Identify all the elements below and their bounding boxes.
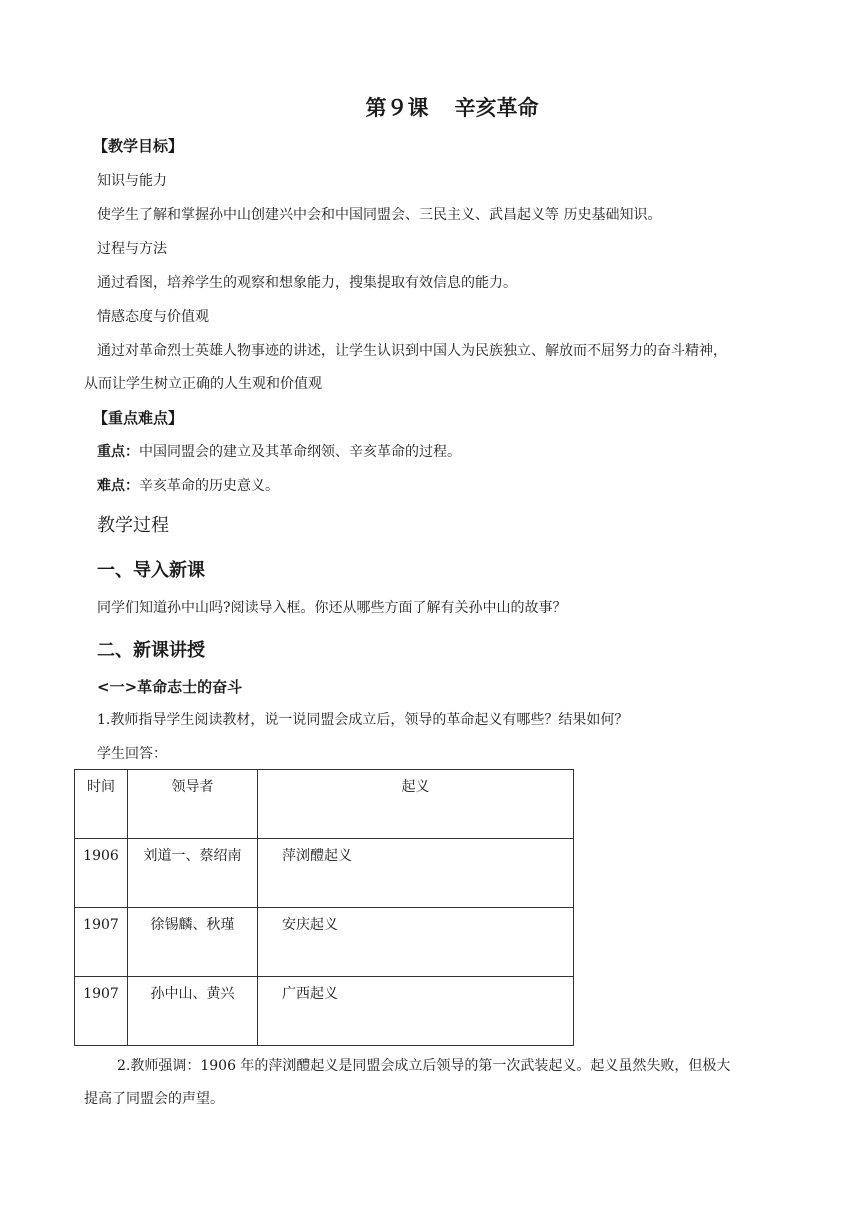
subsection-heading: <一>革命志士的奋斗 [97, 678, 243, 696]
cell-leaders: 刘道一、蔡绍南 [128, 839, 258, 908]
table-row [75, 977, 574, 1046]
section2-heading: 二、新课讲授 [97, 640, 205, 661]
knowledge-label: 知识与能力 [97, 173, 167, 189]
cell-leaders: 徐锡麟、秋瑾 [128, 908, 258, 977]
uprisings-table [74, 769, 574, 1046]
objectives-heading: 【教学目标】 [93, 137, 184, 155]
cell-time: 1907 [75, 908, 128, 977]
cell-uprising: 安庆起义 [258, 908, 574, 977]
key-point [97, 441, 461, 461]
key-text: 中国同盟会的建立及其革命纲领、辛亥革命的过程。 [139, 444, 461, 460]
key-label: 重点： [97, 444, 139, 460]
emotion-text-line2: 从而让学生树立正确的人生观和价值观 [84, 376, 322, 392]
cell-uprising: 萍浏醴起义 [258, 839, 574, 908]
lesson-name: 辛亥革命 [454, 96, 539, 120]
section1-heading: 一、导入新课 [97, 560, 205, 581]
emotion-text-line1: 通过对革命烈士英雄人物事迹的讲述，让学生认识到中国人为民族独立、解放而不屈努力的奋斗精神， [97, 343, 727, 359]
header-uprising: 起义 [258, 770, 574, 839]
table-row [75, 908, 574, 977]
header-leaders: 领导者 [128, 770, 258, 839]
cell-leaders: 孙中山、黄兴 [128, 977, 258, 1046]
emotion-label: 情感态度与价值观 [97, 309, 209, 325]
section1-text: 同学们知道孙中山吗?阅读导入框。你还从哪些方面了解有关孙中山的故事？ [97, 600, 567, 616]
lesson-number: 第９课 [365, 96, 429, 120]
cell-time: 1907 [75, 977, 128, 1046]
difficult-label: 难点： [97, 478, 139, 494]
cell-time: 1906 [75, 839, 128, 908]
question-1: 1.教师指导学生阅读教材，说一说同盟会成立后，领导的革命起义有哪些？结果如何？ [97, 712, 629, 728]
knowledge-text: 使学生了解和掌握孙中山创建兴中会和中国同盟会、三民主义、武昌起义等 历史基础知识。 [97, 207, 662, 223]
header-time: 时间 [75, 770, 128, 839]
question-2-line1: 2.教师强调：1906 年的萍浏醴起义是同盟会成立后领导的第一次武装起义。起义虽然失败，但极大 [117, 1058, 731, 1074]
table-header-row [75, 770, 574, 839]
table-row [75, 839, 574, 908]
difficult-text: 辛亥革命的历史意义。 [139, 478, 279, 494]
process-heading: 教学过程 [97, 515, 169, 536]
lesson-title [0, 92, 860, 122]
process-text: 通过看图，培养学生的观察和想象能力，搜集提取有效信息的能力。 [97, 275, 517, 291]
answer-label: 学生回答： [97, 746, 167, 762]
question-2-line2: 提高了同盟会的声望。 [84, 1091, 224, 1107]
cell-uprising: 广西起义 [258, 977, 574, 1046]
difficult-point [97, 475, 279, 495]
keypoints-heading: 【重点难点】 [93, 409, 184, 427]
process-label: 过程与方法 [97, 241, 167, 257]
